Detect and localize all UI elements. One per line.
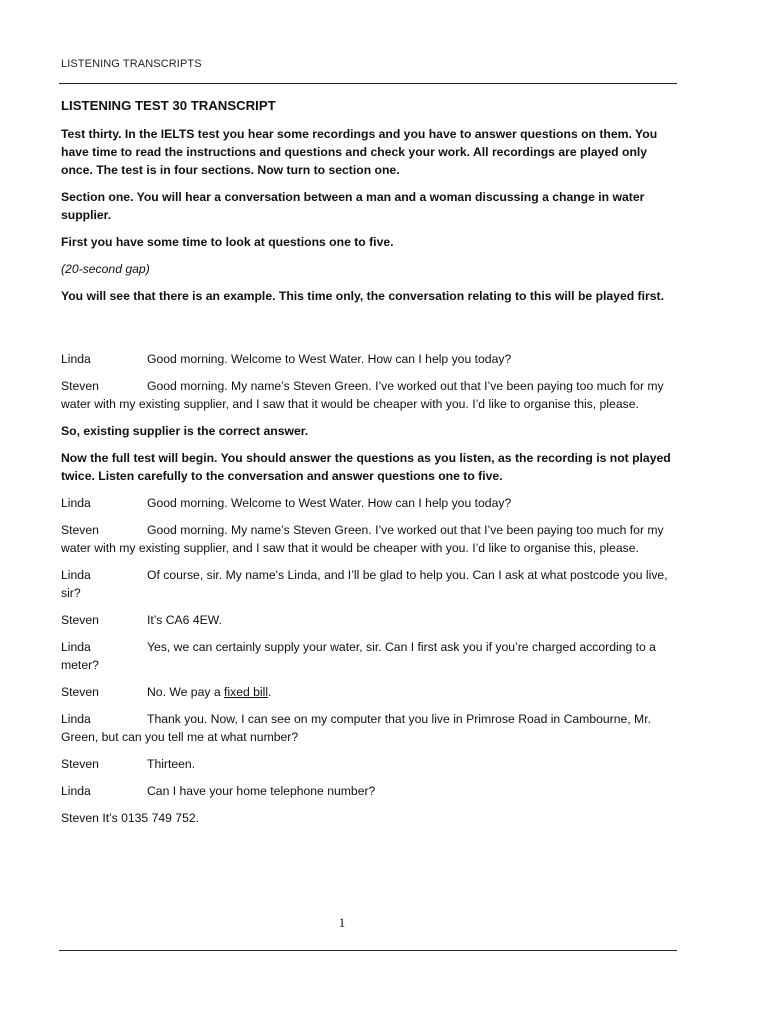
intro-paragraph-1: Test thirty. In the IELTS test you hear some recordings and you have to answer questions on them. You have time to read the instructions and questions and check your work. All recordings are played only once. The test is in four sections. Now turn to section one. xyxy=(61,127,658,177)
speaker-name: Steven xyxy=(61,379,99,393)
speaker-name: Linda xyxy=(61,496,91,510)
dialog-line xyxy=(61,782,671,800)
footer-rule xyxy=(59,950,677,951)
dialog-line xyxy=(61,755,671,773)
dialog-text: Good morning. Welcome to West Water. How can I help you today? xyxy=(147,496,512,510)
speaker-name: Linda xyxy=(61,712,91,726)
dialog-text: It’s CA6 4EW. xyxy=(147,613,222,627)
dialog-text: Good morning. My name’s Steven Green. I’ve worked out that I’ve been paying too much for my water with my existing supplier, and I saw that it would be cheaper with you. I’d like to organise this, please. xyxy=(61,523,664,555)
dialog-line xyxy=(61,638,671,674)
example-dialog-line xyxy=(61,350,671,368)
speaker-name: Linda xyxy=(61,784,91,798)
blank-space xyxy=(61,314,671,350)
speaker-name: Steven xyxy=(61,523,99,537)
speaker-name: Linda xyxy=(61,568,91,582)
dialog-text: Thirteen. xyxy=(147,757,196,771)
full-test-note: Now the full test will begin. You should answer the questions as you listen, as the recording is not played twice. Listen carefully to the conversation and answer questions one to five. xyxy=(61,451,671,483)
transcript-body xyxy=(61,96,671,836)
example-dialog-line xyxy=(61,377,671,413)
dialog-line xyxy=(61,566,671,602)
speaker-name: Steven xyxy=(61,685,99,699)
underlined-answer: fixed bill xyxy=(224,685,269,699)
header-rule xyxy=(59,83,677,84)
dialog-text: Of course, sir. My name's Linda, and I’ll be glad to help you. Can I ask at what postcode you live, sir? xyxy=(61,568,668,600)
running-header: LISTENING TRANSCRIPTS xyxy=(61,58,202,70)
speaker-name: Steven xyxy=(61,757,99,771)
dialog-text: Good morning. My name’s Steven Green. I’ve worked out that I’ve been paying too much for my water with my existing supplier, and I saw that it would be cheaper with you. I’d like to organise this, please. xyxy=(61,379,664,411)
dialog-text-after: . xyxy=(268,685,272,699)
document-page xyxy=(61,0,677,1024)
dialog-text-before: No. We pay a xyxy=(147,685,224,699)
dialog-text: Thank you. Now, I can see on my computer that you live in Primrose Road in Cambourne, Mr. Green, but can you tell me at what number? xyxy=(61,712,651,744)
page-title: LISTENING TEST 30 TRANSCRIPT xyxy=(61,98,276,113)
intro-paragraph-3: First you have some time to look at questions one to five. xyxy=(61,235,394,249)
last-dialog-line: Steven It’s 0135 749 752. xyxy=(61,811,200,825)
dialog-text: Good morning. Welcome to West Water. How can I help you today? xyxy=(147,352,512,366)
dialog-line xyxy=(61,710,671,746)
dialog-text: Yes, we can certainly supply your water, sir. Can I first ask you if you’re charged according to a meter? xyxy=(61,640,656,672)
speaker-name: Steven xyxy=(61,613,99,627)
page-number: 1 xyxy=(338,915,346,930)
intro-paragraph-2: Section one. You will hear a conversation between a man and a woman discussing a change in water supplier. xyxy=(61,190,645,222)
gap-note: (20-second gap) xyxy=(61,262,150,276)
dialog-text: Can I have your home telephone number? xyxy=(147,784,376,798)
dialog-line xyxy=(61,494,671,512)
answer-note: So, existing supplier is the correct answer. xyxy=(61,424,309,438)
speaker-name: Linda xyxy=(61,640,91,654)
dialog-line xyxy=(61,611,671,629)
dialog-line xyxy=(61,521,671,557)
speaker-name: Linda xyxy=(61,352,91,366)
intro-paragraph-4: You will see that there is an example. This time only, the conversation relating to this will be played first. xyxy=(61,289,664,303)
dialog-line xyxy=(61,683,671,701)
